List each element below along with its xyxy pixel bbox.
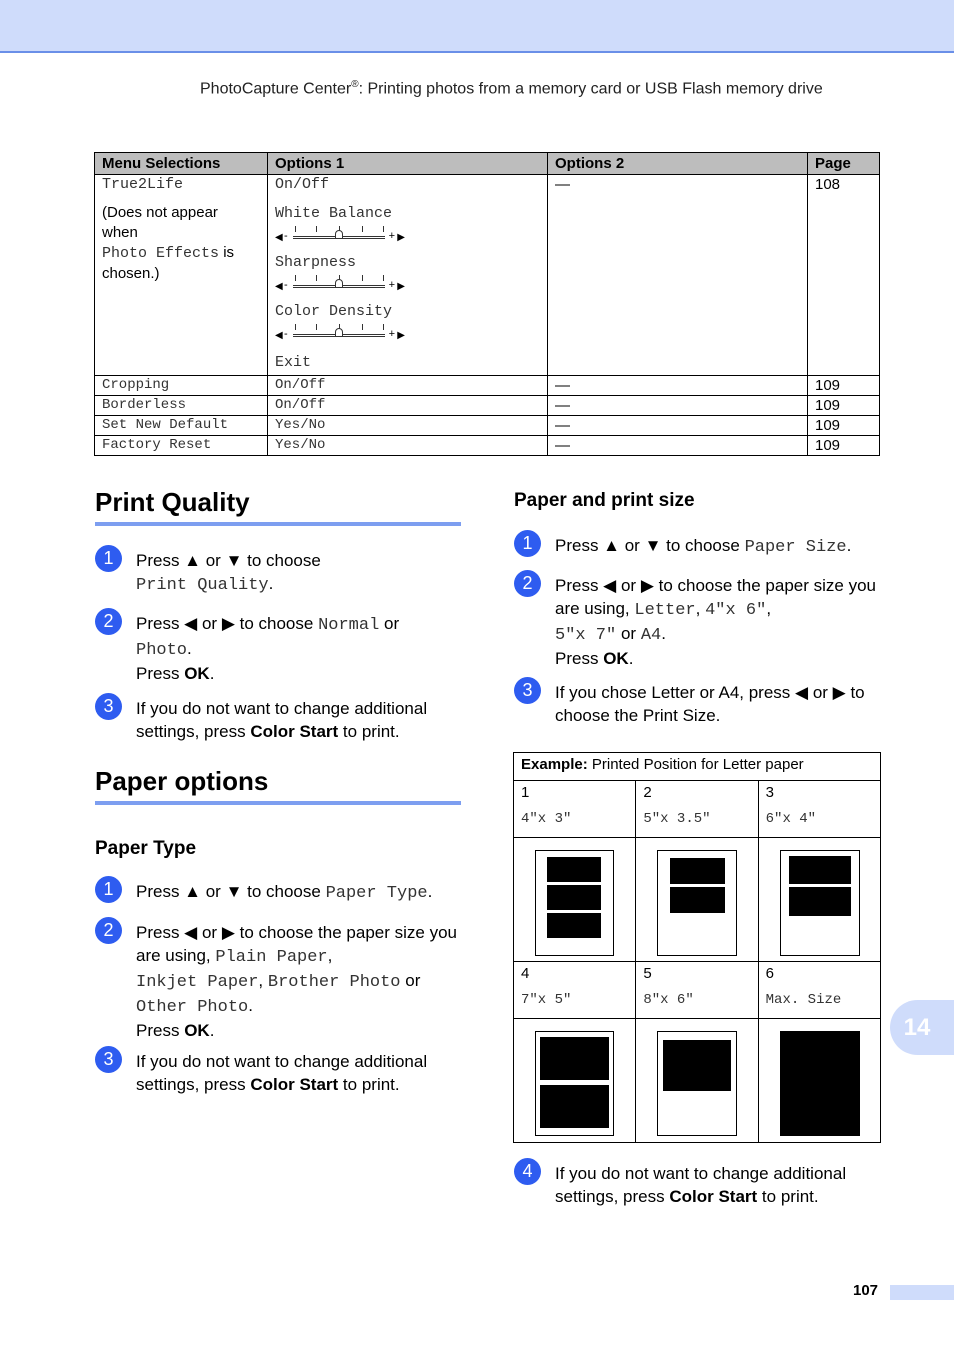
- table-row: [95, 376, 880, 396]
- step-number-icon: 2: [514, 570, 541, 597]
- step-number-icon: 3: [514, 677, 541, 704]
- step-number-icon: 2: [95, 917, 122, 944]
- paper-outline: [780, 850, 860, 956]
- ps-step-4: 4 If you do not want to change additional settings, press Color Start to print.: [514, 1162, 880, 1208]
- ps-step-1: 1 Press ▲ or ▼ to choose Paper Size.: [514, 534, 880, 559]
- paper-outline: [657, 850, 737, 956]
- photo-block: [663, 1040, 731, 1091]
- true2life-note: (Does not appear when Photo Effects is chosen.): [102, 204, 235, 282]
- layout-diagram-max: [758, 1019, 880, 1143]
- page-ref: 109: [808, 436, 880, 456]
- heading-rule: [95, 522, 461, 526]
- option1-value: Yes/No: [268, 416, 548, 436]
- option-sharpness: Sharpness: [275, 254, 357, 271]
- step-number-icon: 1: [95, 545, 122, 572]
- size-label-cell: 6 Max. Size: [758, 962, 880, 1019]
- layout-diagram-4x3: [514, 838, 636, 962]
- page-ref: 109: [808, 376, 880, 396]
- photo-block: [540, 1085, 609, 1128]
- example-caption: Example: Printed Position for Letter paper: [514, 753, 881, 781]
- menu-item: Set New Default: [95, 416, 268, 436]
- cell-true2life-menu: [95, 175, 268, 376]
- col-header-options2: Options 2: [548, 153, 808, 175]
- top-banner: [0, 0, 954, 53]
- photo-block: [547, 857, 601, 882]
- option-color-density: Color Density: [275, 303, 393, 320]
- photo-block: [547, 913, 601, 938]
- option1-value: Yes/No: [268, 436, 548, 456]
- left-arrow-icon: ◀: [275, 232, 283, 243]
- table-row-true2life: [95, 175, 880, 376]
- photo-block: [670, 887, 725, 913]
- size-label-cell: 3 6"x 4": [758, 781, 880, 838]
- size-label-cell: 1 4"x 3": [514, 781, 636, 838]
- table-row: [95, 416, 880, 436]
- print-position-example-table: [513, 752, 881, 1143]
- right-arrow-icon: ▶: [397, 330, 405, 341]
- white-balance-slider: ◀ - + ▶: [275, 224, 405, 250]
- left-arrow-icon: ◀: [275, 281, 283, 292]
- running-header: PhotoCapture Center®: Printing photos from a memory card or USB Flash memory drive: [200, 79, 823, 98]
- paper-size-heading: Paper and print size: [514, 490, 695, 511]
- photo-block: [789, 887, 851, 916]
- step-number-icon: 4: [514, 1158, 541, 1185]
- left-arrow-icon: ◀: [275, 330, 283, 341]
- pq-step-2: 2 Press ◀ or ▶ to choose Normal or Photo. Press OK.: [95, 612, 461, 685]
- table-row: [95, 396, 880, 416]
- option-exit: Exit: [275, 354, 312, 371]
- menu-selections-table: [94, 152, 880, 456]
- photo-block: [789, 856, 851, 884]
- photo-block: [547, 885, 601, 910]
- step-number-icon: 3: [95, 1046, 122, 1073]
- slider-knob-icon: [335, 230, 343, 239]
- cell-true2life-options: [268, 175, 548, 376]
- right-arrow-icon: ▶: [397, 281, 405, 292]
- slider-knob-icon: [335, 328, 343, 337]
- option-onoff: On/Off: [275, 176, 330, 193]
- right-arrow-icon: ▶: [397, 232, 405, 243]
- menu-item: Factory Reset: [95, 436, 268, 456]
- size-label-cell: 4 7"x 5": [514, 962, 636, 1019]
- paper-outline: [535, 1031, 614, 1136]
- col-header-page: Page: [808, 153, 880, 175]
- menu-item: Cropping: [95, 376, 268, 396]
- step-number-icon: 3: [95, 693, 122, 720]
- menu-true2life: True2Life: [102, 176, 184, 193]
- option1-value: On/Off: [268, 376, 548, 396]
- option1-value: On/Off: [268, 396, 548, 416]
- cell-true2life-options2: —: [548, 175, 808, 376]
- layout-diagram-5x3.5: [636, 838, 758, 962]
- paper-options-heading: Paper options: [95, 766, 269, 796]
- page-ref: 109: [808, 396, 880, 416]
- paper-outline: [780, 1031, 860, 1136]
- page-number-bar: [890, 1285, 954, 1300]
- option-white-balance: White Balance: [275, 205, 393, 222]
- page-ref: 109: [808, 416, 880, 436]
- step-number-icon: 2: [95, 608, 122, 635]
- chapter-tab: 14: [890, 1000, 954, 1055]
- color-density-slider: ◀ - + ▶: [275, 322, 405, 348]
- print-quality-heading: Print Quality: [95, 487, 250, 517]
- table-header-row: [95, 153, 880, 175]
- heading-rule: [95, 801, 461, 805]
- paper-type-heading: Paper Type: [95, 838, 197, 859]
- option2-value: —: [548, 376, 808, 396]
- option2-value: —: [548, 416, 808, 436]
- ps-step-3: 3 If you chose Letter or A4, press ◀ or ▶ to choose the Print Size.: [514, 681, 880, 727]
- photo-block: [670, 858, 725, 884]
- sharpness-slider: ◀ - + ▶: [275, 273, 405, 299]
- ps-step-2: 2 Press ◀ or ▶ to choose the paper size you are using, Letter, 4"x 6", 5"x 7" or A4. Press OK.: [514, 574, 880, 670]
- option2-value: —: [548, 396, 808, 416]
- pt-step-1: 1 Press ▲ or ▼ to choose Paper Type.: [95, 880, 461, 905]
- layout-diagram-6x4: [758, 838, 880, 962]
- table-row: [95, 436, 880, 456]
- size-label-cell: 5 8"x 6": [636, 962, 758, 1019]
- paper-outline: [535, 850, 614, 956]
- slider-knob-icon: [335, 279, 343, 288]
- pt-step-3: 3 If you do not want to change additional settings, press Color Start to print.: [95, 1050, 461, 1096]
- paper-outline: [657, 1031, 737, 1136]
- pt-step-2: 2 Press ◀ or ▶ to choose the paper size you are using, Plain Paper, Inkjet Paper, Brother Photo or Other Photo. Press OK.: [95, 921, 461, 1042]
- col-header-options1: Options 1: [268, 153, 548, 175]
- page-number: 107: [853, 1282, 879, 1299]
- step-number-icon: 1: [514, 530, 541, 557]
- menu-item: Borderless: [95, 396, 268, 416]
- pq-step-3: 3 If you do not want to change additional settings, press Color Start to print.: [95, 697, 461, 743]
- photo-block: [540, 1037, 609, 1080]
- step-number-icon: 1: [95, 876, 122, 903]
- option2-value: —: [548, 436, 808, 456]
- layout-diagram-8x6: [636, 1019, 758, 1143]
- col-header-menu: Menu Selections: [95, 153, 268, 175]
- layout-diagram-7x5: [514, 1019, 636, 1143]
- cell-true2life-page: 108: [808, 175, 880, 376]
- pq-step-1: 1 Press ▲ or ▼ to choose Print Quality.: [95, 549, 461, 597]
- size-label-cell: 2 5"x 3.5": [636, 781, 758, 838]
